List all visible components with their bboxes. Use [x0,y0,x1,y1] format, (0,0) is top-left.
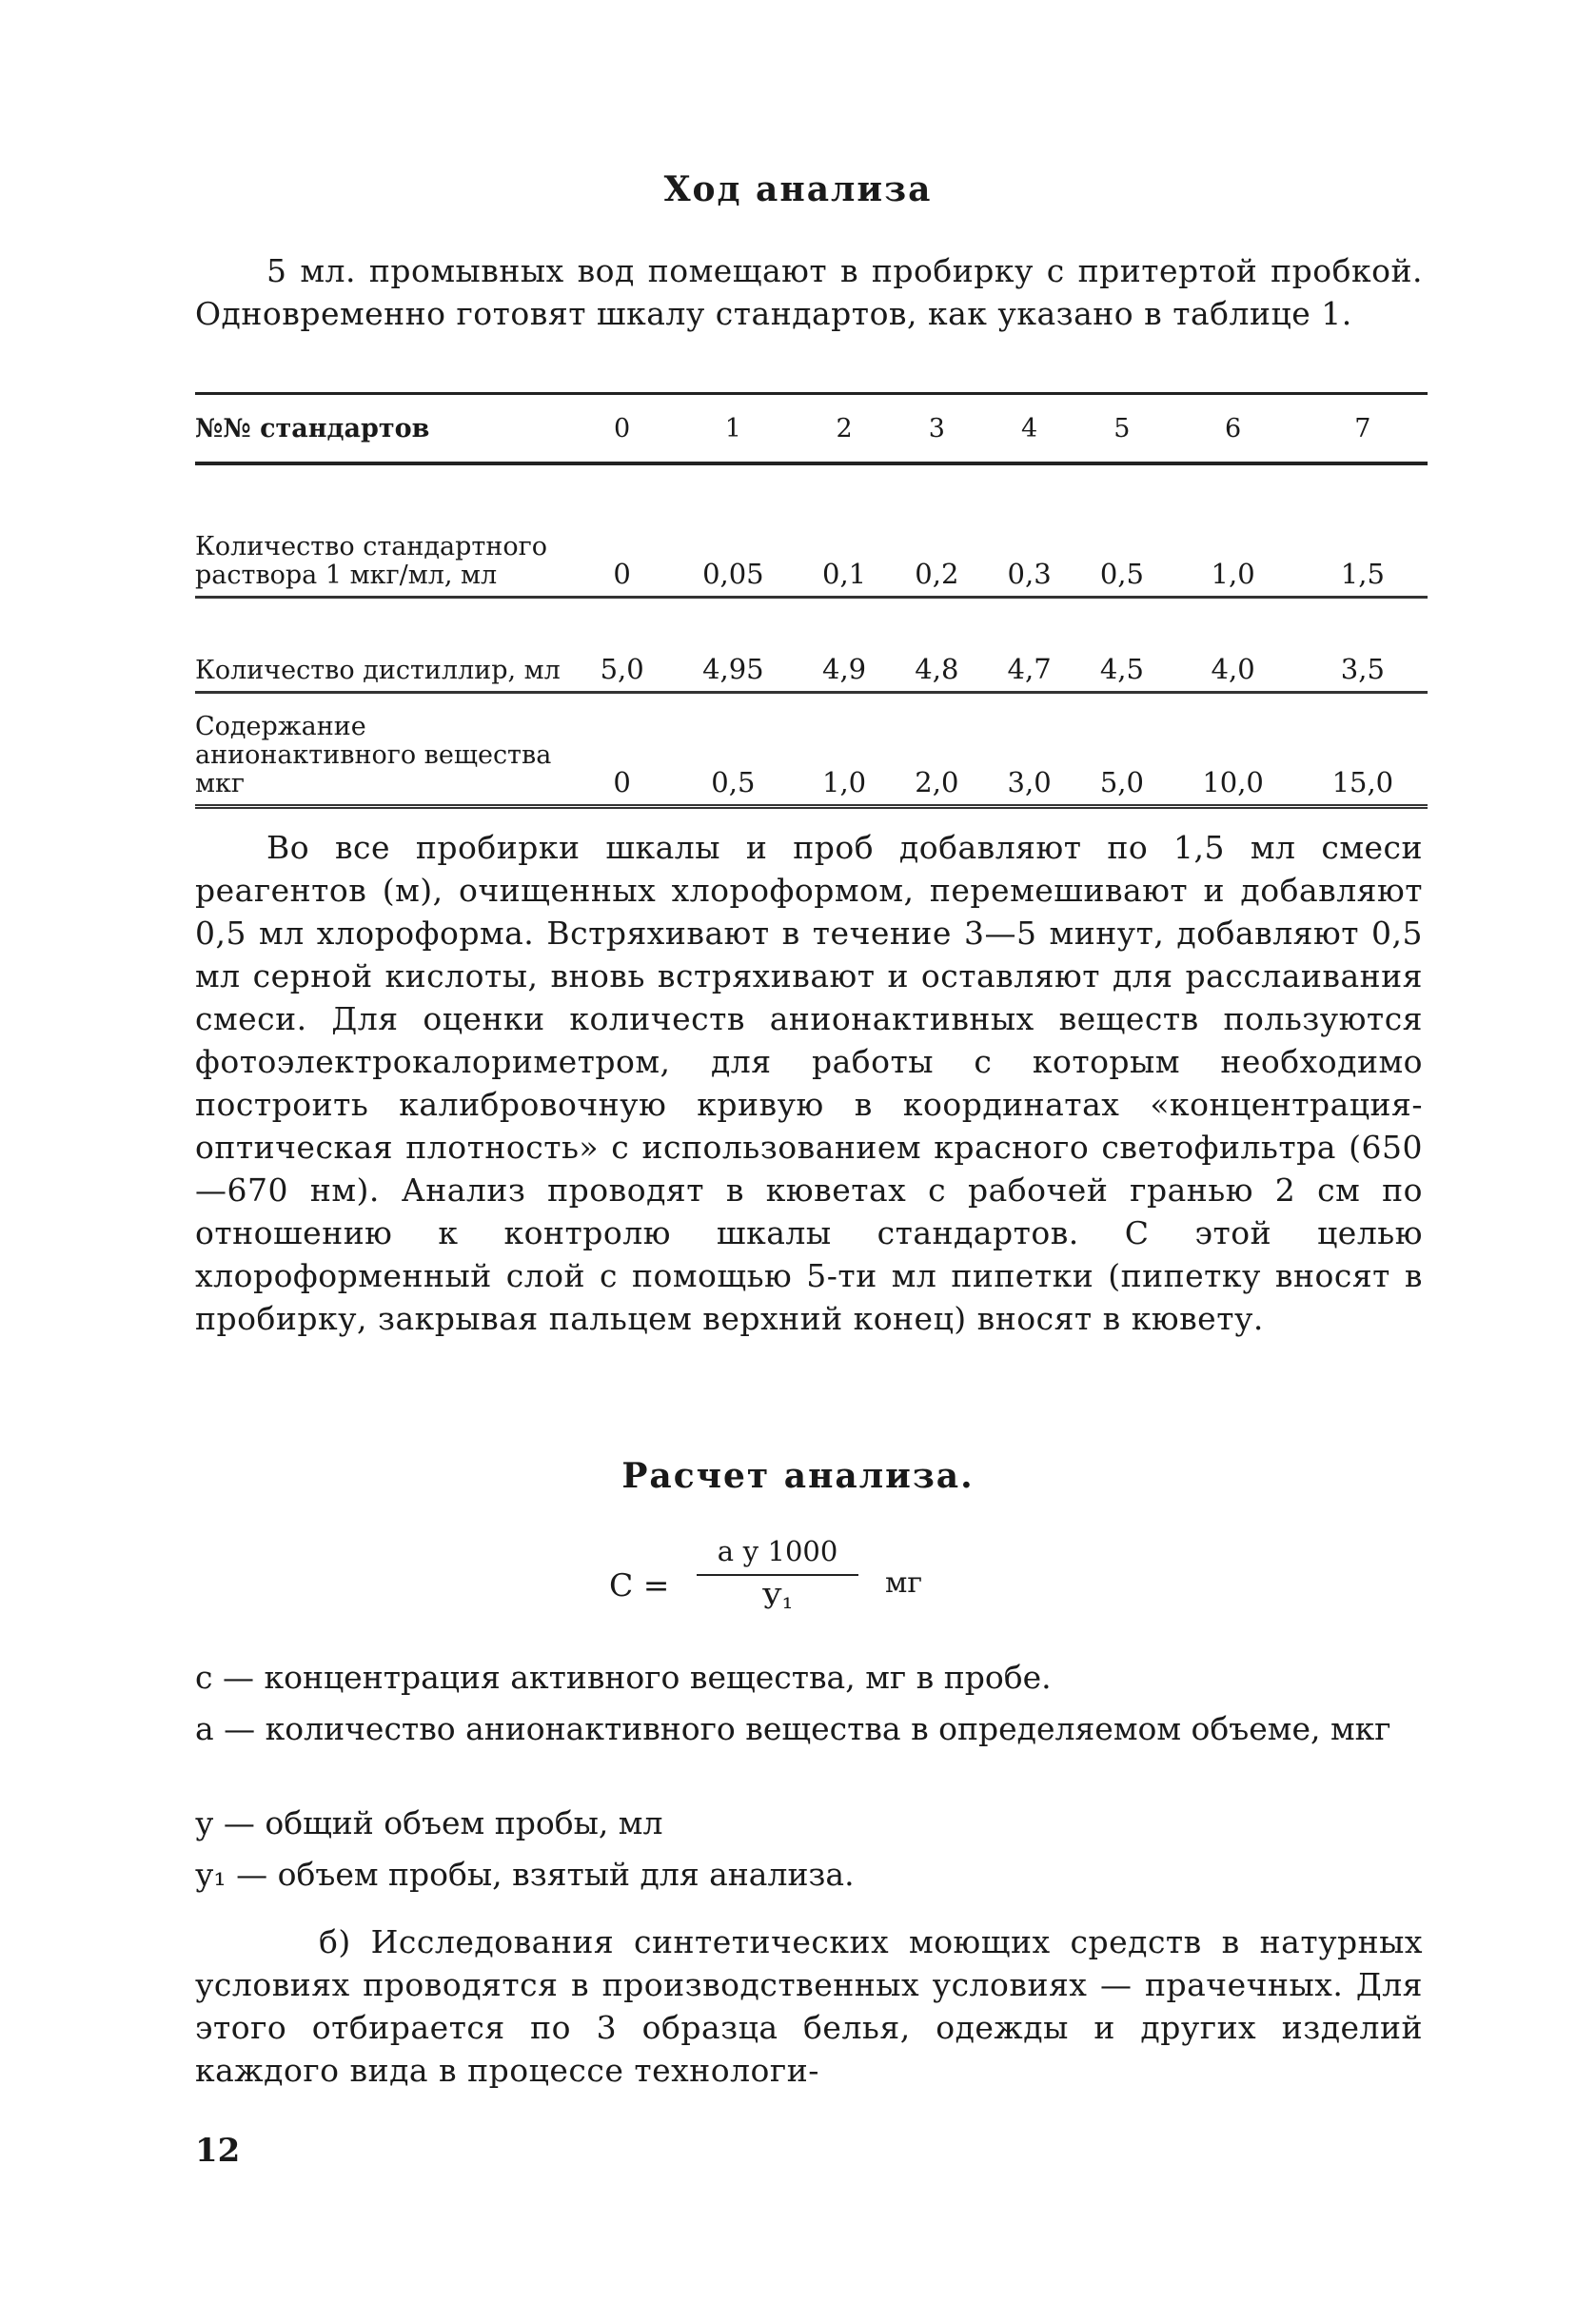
procedure-paragraph: Во все пробирки шкалы и проб добавляют по 1,5 мл смеси реагентов (м), очищенных хлороформом, перемешивают и добавляют 0,5 мл хлороформа. Встряхивают в течение 3—5 минут, добавляют 0,5 мл серной кислоты, вновь встряхивают и оставляют для расслаивания смеси. Для оценки количеств анионактивных веществ пользуются фотоэлектрокалориметром, для работы с которым необходимо построить калибровочную кривую в координатах «концентрация-оптическая плотность» с использованием красного светофильтра (650—670 нм). Анализ проводят в кюветах с рабочей гранью 2 см по отношению к контролю шкалы стандартов. С этой целью хлороформенный слой с помощью 5-ти мл пипетки (пипетку вносят в пробирку, закрывая пальцем верхний конец) вносят в кювету. [195,829,1423,1337]
table-row-label: Количество дистиллир, мл [195,597,576,692]
formula-unit: мг [885,1566,923,1600]
table-col-header: 3 [891,394,983,464]
definition-item: у₁ — объем пробы, взятый для анализа. [195,1856,855,1893]
table-cell: 4,0 [1169,597,1298,692]
page-number: 12 [195,2132,241,2170]
table-row-label: Содержание анионактивного вещества мкг [195,692,576,806]
definition-item: с — концентрация активного вещества, мг в пробе. [195,1659,1052,1696]
table-cell: 4,8 [891,597,983,692]
intro-paragraph: 5 мл. промывных вод помещают в пробирку с притертой пробкой. Одновременно готовят шкалу стандартов, как указано в таблице 1. [195,252,1423,332]
table-col-header: 5 [1075,394,1168,464]
calculation-formula [609,1530,990,1635]
fraction-bar [697,1574,858,1576]
table-cell: 0,3 [983,463,1075,597]
table-cell: 5,0 [1075,692,1168,806]
table-cell: 0,05 [668,463,798,597]
standards-table [195,392,1428,809]
definition-item: а — количество анионактивного вещества в определяемом объеме, мкг [195,1710,1391,1747]
table-cell: 0,5 [668,692,798,806]
table-cell: 0,5 [1075,463,1168,597]
table-cell: 0 [576,463,668,597]
formula-fraction [697,1530,858,1620]
table-row [195,463,1428,597]
table-cell: 5,0 [576,597,668,692]
table-header-row [195,394,1428,464]
table-cell: 0,1 [798,463,890,597]
formula-numerator: а у 1000 [717,1535,838,1567]
table-col-header: 7 [1298,394,1428,464]
table-row-label: Количество стандартного раствора 1 мкг/мл, мл [195,463,576,597]
table-cell: 4,9 [798,597,890,692]
table-cell: 4,5 [1075,597,1168,692]
table-col-header: 4 [983,394,1075,464]
table-cell: 2,0 [891,692,983,806]
table-header-label: №№ стандартов [195,394,576,464]
table-cell: 1,5 [1298,463,1428,597]
table-col-header: 0 [576,394,668,464]
table-row [195,692,1428,806]
table-col-header: 1 [668,394,798,464]
table-col-header: 2 [798,394,890,464]
table-cell: 3,5 [1298,597,1428,692]
table-cell: 4,7 [983,597,1075,692]
table-cell: 1,0 [798,692,890,806]
table-cell: 15,0 [1298,692,1428,806]
table-row [195,597,1428,692]
section-heading-calculation: Расчет анализа. [621,1456,975,1496]
formula-denominator: У₁ [761,1583,794,1615]
table-col-header: 6 [1169,394,1298,464]
table-cell: 1,0 [1169,463,1298,597]
table-cell: 0 [576,692,668,806]
table-cell: 0,2 [891,463,983,597]
table-cell: 10,0 [1169,692,1298,806]
table-cell: 4,95 [668,597,798,692]
table-cell: 3,0 [983,692,1075,806]
closing-paragraph: б) Исследования синтетических моющих средств в натурных условиях проводятся в производственных условиях — прачечных. Для этого отбирается по 3 образца белья, одежды и других изделий каждого вида в процессе технологи- [195,1923,1423,2089]
definition-item: у — общий объем пробы, мл [195,1804,663,1841]
formula-lhs: С = [609,1566,670,1604]
section-heading-analysis-procedure: Ход анализа [663,169,933,209]
